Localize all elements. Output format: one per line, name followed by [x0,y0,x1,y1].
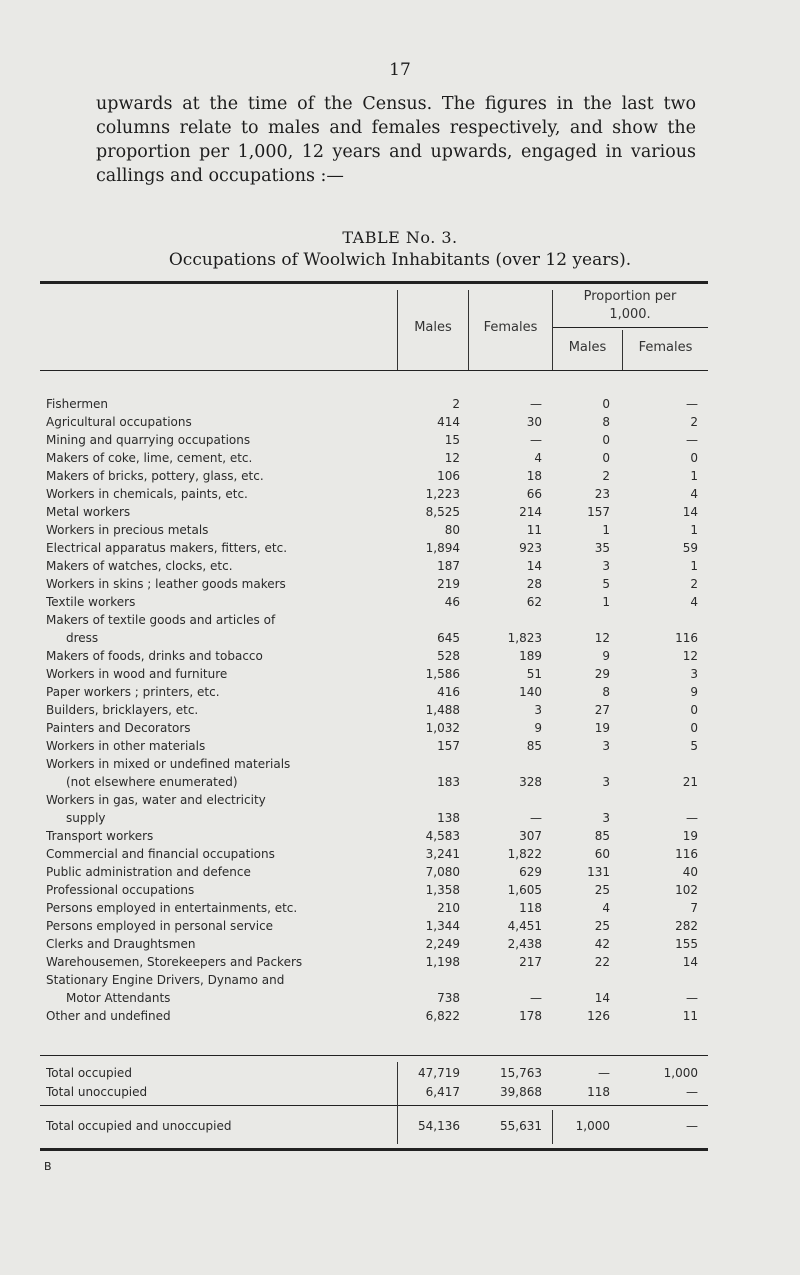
header-bottom-rule [40,370,708,371]
proportion-sub-rule [552,327,708,328]
prop-females-value: 155 [675,937,698,951]
prop-females-value: 116 [675,631,698,645]
prop-males-value: 42 [594,937,610,951]
occupation-name: Clerks and Draughtsmen [46,937,196,951]
males-value: 1,223 [425,487,460,501]
males-value: 6,822 [425,1009,460,1023]
prop-females-value: 3 [690,667,698,681]
prop-females-value: 14 [682,505,698,519]
males-value: 2,249 [425,937,460,951]
prop-males-value: 19 [594,721,610,735]
prop-females-value: — [686,1119,698,1133]
occupation-name: Workers in precious metals [46,523,209,537]
header-prop-males: Males [568,340,607,355]
prop-males-value: 60 [594,847,610,861]
males-value: 528 [437,649,460,663]
occupation-name: Public administration and defence [46,865,251,879]
prop-females-value: 40 [682,865,698,879]
prop-males-value: 8 [602,415,610,429]
prop-females-value: 0 [690,451,698,465]
males-value: 210 [437,901,460,915]
females-value: 28 [526,577,542,591]
males-value: 138 [437,811,460,825]
prop-females-value: 9 [690,685,698,699]
totals-top-rule [40,1055,708,1056]
males-value: 416 [437,685,460,699]
occupation-name: Other and undefined [46,1009,171,1023]
males-value: 7,080 [425,865,460,879]
occupation-name: Makers of watches, clocks, etc. [46,559,233,573]
prop-males-value: 0 [602,433,610,447]
prop-females-value: 14 [682,955,698,969]
footer-signature-mark: B [44,1160,52,1173]
prop-males-value: 126 [587,1009,610,1023]
prop-males-value: 0 [602,397,610,411]
males-value: 80 [444,523,460,537]
females-value: 39,868 [500,1085,542,1099]
prop-females-value: 1,000 [663,1066,698,1080]
occupation-name: Workers in wood and furniture [46,667,228,681]
prop-males-value: 14 [594,991,610,1005]
occupation-name: Makers of textile goods and articles of [46,613,276,627]
prop-males-value: 1 [602,523,610,537]
males-value: 645 [437,631,460,645]
header-females: Females [483,320,538,335]
females-value: 189 [519,649,542,663]
occupation-name: Warehousemen, Storekeepers and Packers [46,955,303,969]
occupation-name: Workers in other materials [46,739,206,753]
females-value: 15,763 [500,1066,542,1080]
prop-females-value: — [686,1085,698,1099]
prop-males-value: — [598,1066,610,1080]
occupation-name: Persons employed in entertainments, etc. [46,901,298,915]
prop-males-value: 3 [602,739,610,753]
prop-females-value: 102 [675,883,698,897]
females-value: — [530,811,542,825]
prop-females-value: 21 [682,775,698,789]
prop-males-value: 35 [594,541,610,555]
occupation-name: Painters and Decorators [46,721,191,735]
occupation-name: Makers of bricks, pottery, glass, etc. [46,469,264,483]
prop-males-value: 27 [594,703,610,717]
occupation-name: Persons employed in personal service [46,919,274,933]
females-value: 178 [519,1009,542,1023]
prop-males-value: 3 [602,559,610,573]
prop-females-value: 7 [690,901,698,915]
females-value: 307 [519,829,542,843]
prop-males-value: 3 [602,775,610,789]
males-value: 738 [437,991,460,1005]
males-value: 414 [437,415,460,429]
prop-females-value: 2 [690,415,698,429]
females-value: 55,631 [500,1119,542,1133]
prop-males-value: 5 [602,577,610,591]
females-value: 1,822 [507,847,542,861]
females-value: 217 [519,955,542,969]
prop-males-value: 1,000 [575,1119,610,1133]
prop-males-value: 118 [587,1085,610,1099]
occupation-name-cont: (not elsewhere enumerated) [66,775,238,789]
occupation-name: Metal workers [46,505,131,519]
prop-females-value: 0 [690,703,698,717]
males-value: 1,894 [425,541,460,555]
females-value: 51 [526,667,542,681]
prop-males-value: 25 [594,919,610,933]
males-value: 183 [437,775,460,789]
females-value: 9 [534,721,542,735]
females-value: 62 [526,595,542,609]
females-value: 923 [519,541,542,555]
males-value: 1,586 [425,667,460,681]
prop-males-value: 1 [602,595,610,609]
occupation-name: Commercial and financial occupations [46,847,275,861]
prop-females-value: 5 [690,739,698,753]
occupation-name: Workers in chemicals, paints, etc. [46,487,248,501]
prop-females-value: 1 [690,469,698,483]
occupation-name: Makers of foods, drinks and tobacco [46,649,263,663]
males-value: 106 [437,469,460,483]
prop-females-value: 1 [690,523,698,537]
occupation-name-cont: supply [66,811,106,825]
occupation-name: Professional occupations [46,883,195,897]
occupation-name: Paper workers ; printers, etc. [46,685,220,699]
prop-females-value: 11 [682,1009,698,1023]
intro-paragraph: upwards at the time of the Census. The figures in the last two columns relate to males and females respectively, and show the proportion per 1,000, 12 years and upwards, engaged in various callings and occupations :— [96,94,696,186]
prop-males-value: 22 [594,955,610,969]
prop-females-value: 2 [690,577,698,591]
males-value: 54,136 [418,1119,460,1133]
females-value: 214 [519,505,542,519]
prop-males-value: 131 [587,865,610,879]
occupation-name: Stationary Engine Drivers, Dynamo and [46,973,285,987]
females-value: 1,605 [507,883,542,897]
prop-males-value: 8 [602,685,610,699]
prop-females-value: — [686,433,698,447]
males-value: 15 [444,433,460,447]
occupation-name: Workers in skins ; leather goods makers [46,577,286,591]
females-value: 11 [526,523,542,537]
females-value: — [530,991,542,1005]
females-value: 66 [526,487,542,501]
prop-males-value: 157 [587,505,610,519]
prop-males-value: 4 [602,901,610,915]
males-value: 47,719 [418,1066,460,1080]
prop-males-value: 25 [594,883,610,897]
prop-females-value: — [686,991,698,1005]
occupation-name-cont: Motor Attendants [66,991,171,1005]
occupation-name: Transport workers [46,829,154,843]
prop-males-value: 2 [602,469,610,483]
occupation-name: Makers of coke, lime, cement, etc. [46,451,253,465]
occupation-name: Total occupied and unoccupied [46,1119,232,1133]
occupation-name: Workers in gas, water and electricity [46,793,266,807]
males-value: 1,344 [425,919,460,933]
females-value: 4,451 [507,919,542,933]
males-value: 12 [444,451,460,465]
prop-females-value: 4 [690,595,698,609]
males-value: 219 [437,577,460,591]
prop-males-value: 3 [602,811,610,825]
col-line [552,290,553,370]
males-value: 3,241 [425,847,460,861]
prop-females-value: — [686,811,698,825]
prop-females-value: 59 [682,541,698,555]
males-value: 46 [444,595,460,609]
occupation-name: Total occupied [46,1066,132,1080]
table-bottom-rule [40,1148,708,1151]
occupation-name: Workers in mixed or undefined materials [46,757,291,771]
females-value: 18 [526,469,542,483]
males-value: 2 [452,397,460,411]
prop-males-value: 29 [594,667,610,681]
females-value: 118 [519,901,542,915]
header-males: Males [414,320,452,335]
occupation-name: Mining and quarrying occupations [46,433,251,447]
occupation-name: Fishermen [46,397,109,411]
females-value: 30 [526,415,542,429]
females-value: — [530,433,542,447]
females-value: 14 [526,559,542,573]
table-top-rule [40,281,708,284]
males-value: 1,358 [425,883,460,897]
occupation-name: Electrical apparatus makers, fitters, etc. [46,541,288,555]
prop-females-value: — [686,397,698,411]
prop-males-value: 9 [602,649,610,663]
females-value: — [530,397,542,411]
females-value: 4 [534,451,542,465]
males-value: 6,417 [425,1085,460,1099]
prop-females-value: 12 [682,649,698,663]
prop-males-value: 12 [594,631,610,645]
males-value: 8,525 [425,505,460,519]
females-value: 328 [519,775,542,789]
prop-females-value: 1 [690,559,698,573]
prop-males-value: 0 [602,451,610,465]
occupation-name-cont: dress [66,631,99,645]
males-value: 4,583 [425,829,460,843]
table-label: TABLE No. 3. [342,228,458,247]
header-proportion: Proportion per 1,000. [583,289,677,322]
prop-males-value: 85 [594,829,610,843]
prop-females-value: 0 [690,721,698,735]
occupation-name: Agricultural occupations [46,415,192,429]
prop-females-value: 116 [675,847,698,861]
males-value: 187 [437,559,460,573]
occupation-name: Total unoccupied [46,1085,148,1099]
males-value: 157 [437,739,460,753]
females-value: 85 [526,739,542,753]
males-value: 1,488 [425,703,460,717]
prop-females-value: 19 [682,829,698,843]
prop-females-value: 282 [675,919,698,933]
females-value: 2,438 [507,937,542,951]
grand-total-rule [40,1105,708,1106]
males-value: 1,032 [425,721,460,735]
occupation-name: Builders, bricklayers, etc. [46,703,199,717]
males-value: 1,198 [425,955,460,969]
occupation-name: Textile workers [46,595,136,609]
header-prop-females: Females [638,340,693,355]
prop-females-value: 4 [690,487,698,501]
table-title: Occupations of Woolwich Inhabitants (over 12 years). [168,250,632,270]
females-value: 629 [519,865,542,879]
prop-males-value: 23 [594,487,610,501]
females-value: 140 [519,685,542,699]
females-value: 1,823 [507,631,542,645]
females-value: 3 [534,703,542,717]
page-number: 17 [389,60,411,80]
